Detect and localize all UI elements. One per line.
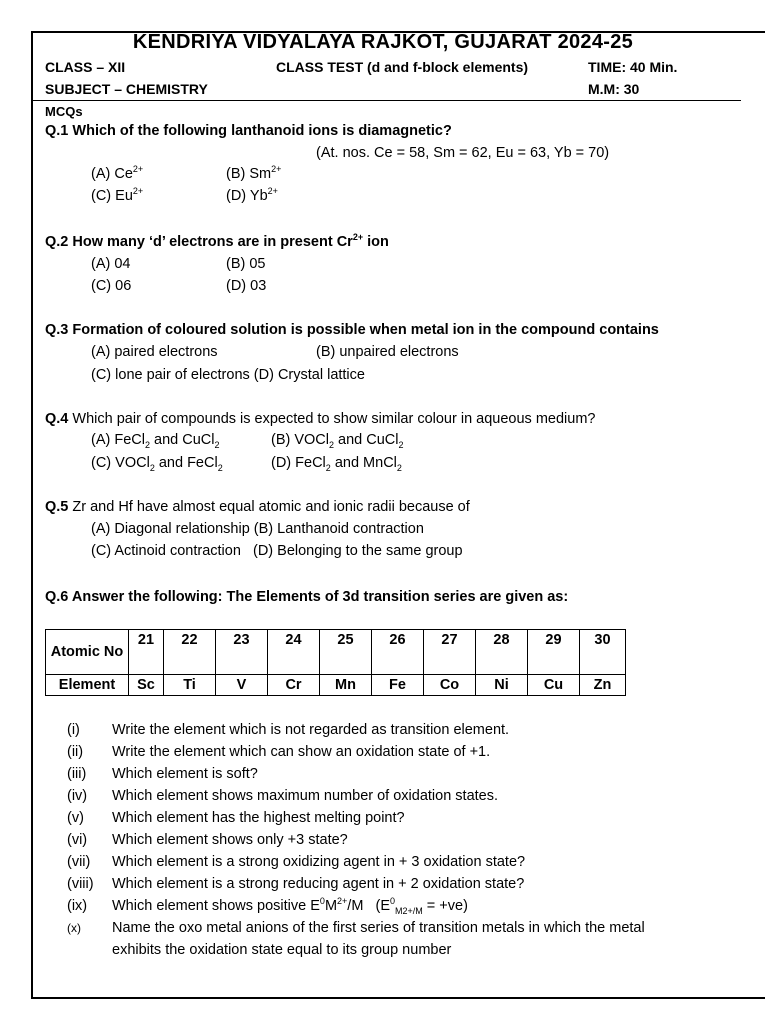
time-label: TIME: 40 Min.	[588, 59, 678, 75]
section-mcqs: MCQs	[45, 104, 83, 119]
q3-option-a: (A) paired electrons	[91, 344, 218, 360]
class-label: CLASS – XII	[45, 59, 126, 75]
q5-option-cd: (C) Actinoid contraction (D) Belonging to the same group	[91, 543, 463, 559]
element-cell: Co	[424, 675, 476, 696]
atomic-number-cell: 28	[476, 630, 528, 675]
q4-option-b: (B) VOCl$_2$ and CuCl$_2$	[271, 432, 404, 450]
element-cell: Cr	[268, 675, 320, 696]
q5-text: Q.5 Zr and Hf have almost equal atomic and ionic radii because of	[45, 499, 470, 515]
q4-option-d: (D) FeCl$_2$ and MnCl$_2$	[271, 455, 402, 473]
sub-question: (v) Which element has the highest melting point?	[67, 810, 405, 826]
element-cell: Ti	[164, 675, 216, 696]
atomic-number-cell: 29	[528, 630, 580, 675]
q1-option-a: (A) $Ce^{2+}$	[91, 164, 144, 182]
element-cell: Zn	[580, 675, 626, 696]
sub-question-x-line2: exhibits the oxidation state equal to its group number	[112, 942, 452, 958]
sub-question-ix: (ix) Which element shows positive $E^0M^{2+}/M$ $(E^0_{M2+/M} = +ve)$	[67, 896, 468, 916]
sub-question: (iv) Which element shows maximum number of oxidation states.	[67, 788, 499, 804]
atomic-number-cell: 27	[424, 630, 476, 675]
q1-option-d: (D) $Yb^{2+}$	[226, 186, 278, 204]
atomic-number-cell: 21	[129, 630, 164, 675]
school-title: KENDRIYA VIDYALAYA RAJKOT, GUJARAT 2024-25	[132, 31, 634, 53]
sub-question: (vi) Which element shows only +3 state?	[67, 832, 348, 848]
atomic-number-cell: 30	[580, 630, 626, 675]
sub-question-x: (x) Name the oxo metal anions of the first series of transition metals in which the metal	[67, 920, 645, 936]
transition-elements-table	[45, 629, 626, 696]
atomic-no-header: Atomic No	[46, 630, 129, 675]
sub-question: (ii) Write the element which can show an oxidation state of +1.	[67, 744, 491, 760]
subject-label: SUBJECT – CHEMISTRY	[45, 81, 208, 97]
element-cell: V	[216, 675, 268, 696]
element-cell: Fe	[372, 675, 424, 696]
q1-note: (At. nos. Ce = 58, Sm = 62, Eu = 63, Yb = 70)	[316, 145, 610, 161]
q2-option-c: (C) 06	[91, 278, 132, 294]
sub-question: (vii) Which element is a strong oxidizing agent in + 3 oxidation state?	[67, 854, 526, 870]
atomic-number-cell: 22	[164, 630, 216, 675]
sub-question: (i) Write the element which is not regarded as transition element.	[67, 722, 510, 738]
q4-option-a: (A) FeCl$_2$ and CuCl$_2$	[91, 432, 220, 450]
q2-option-b: (B) 05	[226, 256, 266, 272]
q3-option-b: (B) unpaired electrons	[316, 344, 459, 360]
q4-option-c: (C) VOCl$_2$ and FeCl$_2$	[91, 455, 223, 473]
sub-question: (viii) Which element is a strong reducing agent in + 2 oxidation state?	[67, 876, 525, 892]
q1-option-b: (B) $Sm^{2+}$	[226, 164, 282, 182]
atomic-number-cell: 25	[320, 630, 372, 675]
q2-option-d: (D) 03	[226, 278, 267, 294]
atomic-number-cell: 26	[372, 630, 424, 675]
q1-option-c: (C) $Eu^{2+}$	[91, 186, 144, 204]
q4-text: Q.4 Which pair of compounds is expected to show similar colour in aqueous medium?	[45, 411, 596, 427]
element-cell: Sc	[129, 675, 164, 696]
test-label: CLASS TEST (d and f-block elements)	[276, 59, 529, 75]
q1-text: Q.1 Which of the following lanthanoid ions is diamagnetic?	[45, 123, 452, 139]
atomic-number-cell: 23	[216, 630, 268, 675]
q2-option-a: (A) 04	[91, 256, 131, 272]
element-header: Element	[46, 675, 129, 696]
q3-option-cd: (C) lone pair of electrons (D) Crystal lattice	[91, 367, 365, 383]
q2-text: Q.2 How many ‘d’ electrons are in present $Cr^{2+}$ ion	[45, 232, 389, 250]
element-cell: Ni	[476, 675, 528, 696]
header-divider	[31, 100, 741, 101]
q5-option-ab: (A) Diagonal relationship (B) Lanthanoid contraction	[91, 521, 424, 537]
element-cell: Mn	[320, 675, 372, 696]
q6-text: Q.6 Answer the following: The Elements of 3d transition series are given as:	[45, 589, 569, 605]
q3-text: Q.3 Formation of coloured solution is possible when metal ion in the compound contains	[45, 322, 659, 338]
marks-label: M.M: 30	[588, 81, 640, 97]
atomic-number-cell: 24	[268, 630, 320, 675]
sub-question: (iii) Which element is soft?	[67, 766, 258, 782]
element-cell: Cu	[528, 675, 580, 696]
